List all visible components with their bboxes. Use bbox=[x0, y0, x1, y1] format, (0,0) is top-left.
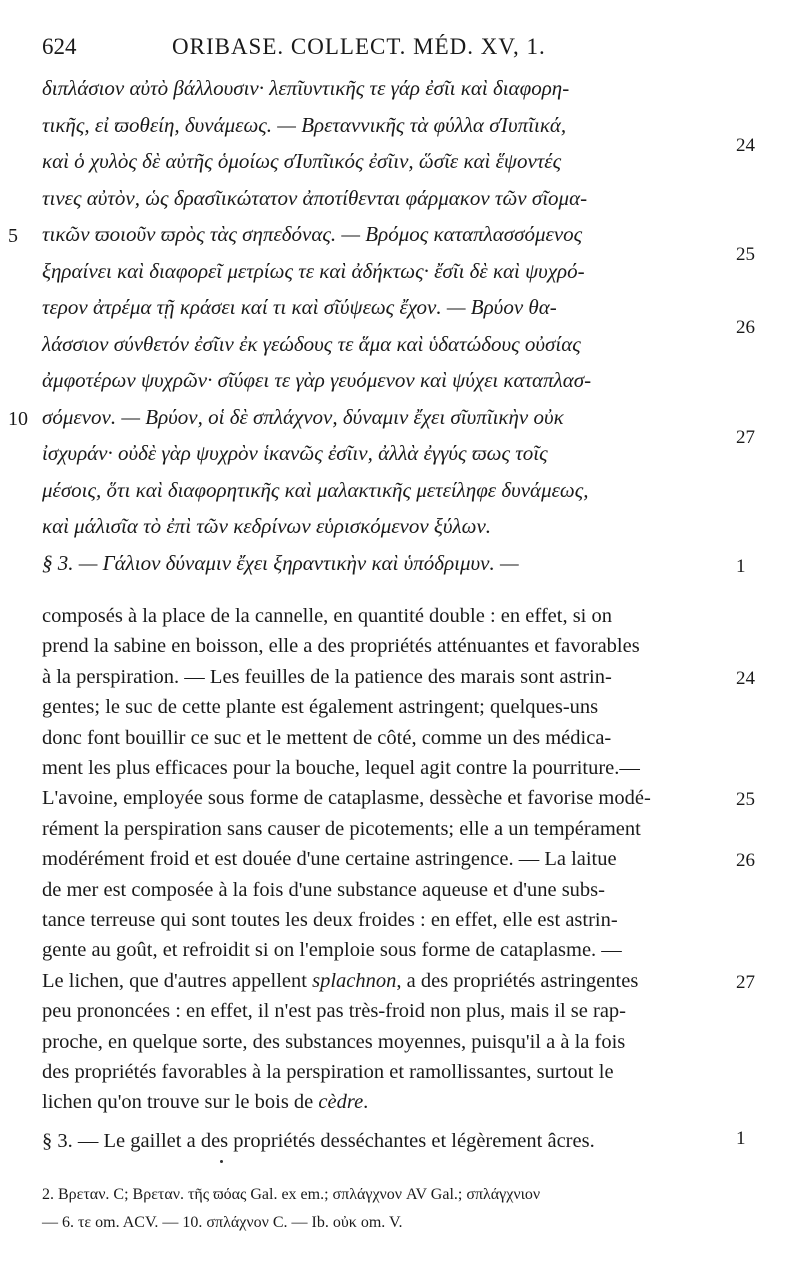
greek-line: διπλάσιον αὐτὸ βάλλουσιν· λεπῖυντικῆς τε γάρ ἐσῖι καὶ διαφορη- bbox=[42, 76, 570, 100]
greek-line: τινες αὐτὸν, ὡς δρασῖικώτατον ἀποτίθενται φάρμακον τῶν σῖομα- bbox=[42, 185, 588, 210]
french-line: composés à la place de la cannelle, en quantité double : en effet, si on bbox=[42, 605, 612, 627]
french-line: lichen qu'on trouve sur le bois de cèdre. bbox=[42, 1091, 369, 1114]
french-line: proche, en quelque sorte, des substances moyennes, puisqu'il a à la fois bbox=[42, 1030, 626, 1053]
french-line: tance terreuse qui sont toutes les deux froides : en effet, elle est astrin- bbox=[42, 909, 618, 931]
greek-line: σόμενον. — Βρύον, οἱ δὲ σπλάχνον, δύναμιν ἔχει σῖυπῖικὴν οὐκ bbox=[42, 404, 564, 429]
greek-line: καὶ μάλισῖα τὸ ἐπὶ τῶν κεδρίνων εὑρισκόμενον ξύλων. bbox=[42, 514, 492, 538]
section-number-right: 25 bbox=[736, 789, 755, 811]
section-number-right: 26 bbox=[736, 317, 755, 338]
section-number-right: 25 bbox=[736, 244, 755, 265]
section-number-right: 24 bbox=[736, 134, 755, 156]
french-line: donc font bouillir ce suc et le mettent de côté, comme un des médica- bbox=[42, 726, 612, 749]
french-line: à la perspiration. — Les feuilles de la patience des marais sont astrin- bbox=[42, 665, 612, 688]
greek-line: λάσσιον σύνθετόν ἐσῖιν ἐκ γεώδους τε ἅμα καὶ ὑδατώδους οὐσίας bbox=[42, 331, 581, 356]
french-line: prend la sabine en boisson, elle a des propriétés atténuantes et favorables bbox=[42, 635, 640, 658]
french-line: peu prononcées : en effet, il n'est pas très-froid non plus, mais il se rap- bbox=[42, 1000, 626, 1023]
french-line: rément la perspiration sans causer de picotements; elle a un tempérament bbox=[42, 817, 641, 840]
greek-line: μέσοις, ὅτι καὶ διαφορητικῆς καὶ μαλακτικῆς μετείληφε δυνάμεως, bbox=[42, 477, 589, 502]
line-number-left: 10 bbox=[8, 407, 28, 430]
section-number-right: 24 bbox=[736, 667, 755, 689]
page-number: 624 bbox=[42, 34, 77, 59]
section-number-right: 26 bbox=[736, 850, 755, 872]
greek-line: § 3. — Γάλιον δύναμιν ἔχει ξηραντικὴν καὶ ὑπόδριμυν. — bbox=[42, 550, 519, 575]
greek-line: τικῶν ϖοιοῦν ϖρὸς τὰς σηπεδόνας. — Βρόμος καταπλασσόμενος bbox=[42, 222, 583, 246]
greek-line: τικῆς, εἰ ϖοθείη, δυνάμεως. — Βρεταννικῆς τὰ φύλλα σΊυπῖικά, bbox=[42, 112, 567, 137]
french-line: Le lichen, que d'autres appellent splachnon, a des propriétés astringentes bbox=[42, 969, 639, 992]
french-line: § 3. — Le gaillet a des propriétés desséchantes et légèrement âcres. bbox=[42, 1129, 595, 1152]
french-line: modérément froid et est douée d'une certaine astringence. — La laitue bbox=[42, 848, 617, 871]
running-title: ORIBASE. COLLECT. MÉD. XV, 1. bbox=[172, 34, 546, 59]
french-line: gente au goût, et refroidit si on l'emploie sous forme de cataplasme. — bbox=[42, 939, 622, 962]
line-number-left: 5 bbox=[8, 225, 18, 247]
footnote-line: 2. Βρεταν. C; Βρεταν. τῆς ϖόας Gal. ex em.; σπλάγχνον AV Gal.; σπλάγχνιον bbox=[42, 1186, 541, 1203]
greek-line: καὶ ὁ χυλὸς δὲ αὐτῆς ὁμοίως σΊυπῖικός ἐσῖιν, ὥσῖε καὶ ἕψοντές bbox=[42, 149, 562, 173]
greek-line: τερον ἀτρέμα τῇ κράσει καί τι καὶ σῖύψεως ἔχον. — Βρύον θα- bbox=[42, 295, 557, 319]
separator-dot bbox=[220, 1160, 223, 1163]
french-line: gentes; le suc de cette plante est également astringent; quelques-uns bbox=[42, 696, 599, 719]
french-line: ment les plus efficaces pour la bouche, lequel agit contre la pourriture.— bbox=[42, 757, 640, 779]
page-header bbox=[42, 34, 730, 64]
french-line: L'avoine, employée sous forme de cataplasme, dessèche et favorise modé- bbox=[42, 787, 651, 810]
french-line: de mer est composée à la fois d'une substance aqueuse et d'une subs- bbox=[42, 878, 605, 901]
section-number-right: 27 bbox=[736, 971, 755, 993]
section-number-right: 1 bbox=[736, 1127, 746, 1149]
greek-line: ἰσχυράν· οὐδὲ γὰρ ψυχρὸν ἱκανῶς ἐσῖιν, ἀλλὰ ἐγγύς ϖως τοῖς bbox=[42, 441, 548, 465]
footnote-line: — 6. τε om. ACV. — 10. σπλάχνον C. — Ib. οὐκ om. V. bbox=[42, 1214, 403, 1231]
section-number-right: 27 bbox=[736, 426, 755, 448]
greek-line: ξηραίνει καὶ διαφορεῖ μετρίως τε καὶ ἀδήκτως· ἔσῖι δὲ καὶ ψυχρό- bbox=[42, 258, 585, 283]
greek-line: ἀμφοτέρων ψυχρῶν· σῖύφει τε γὰρ γευόμενον καὶ ψύχει καταπλασ- bbox=[42, 368, 592, 392]
section-number-right: 1 bbox=[736, 555, 746, 577]
french-line: des propriétés favorables à la perspiration et ramollissantes, surtout le bbox=[42, 1061, 614, 1083]
